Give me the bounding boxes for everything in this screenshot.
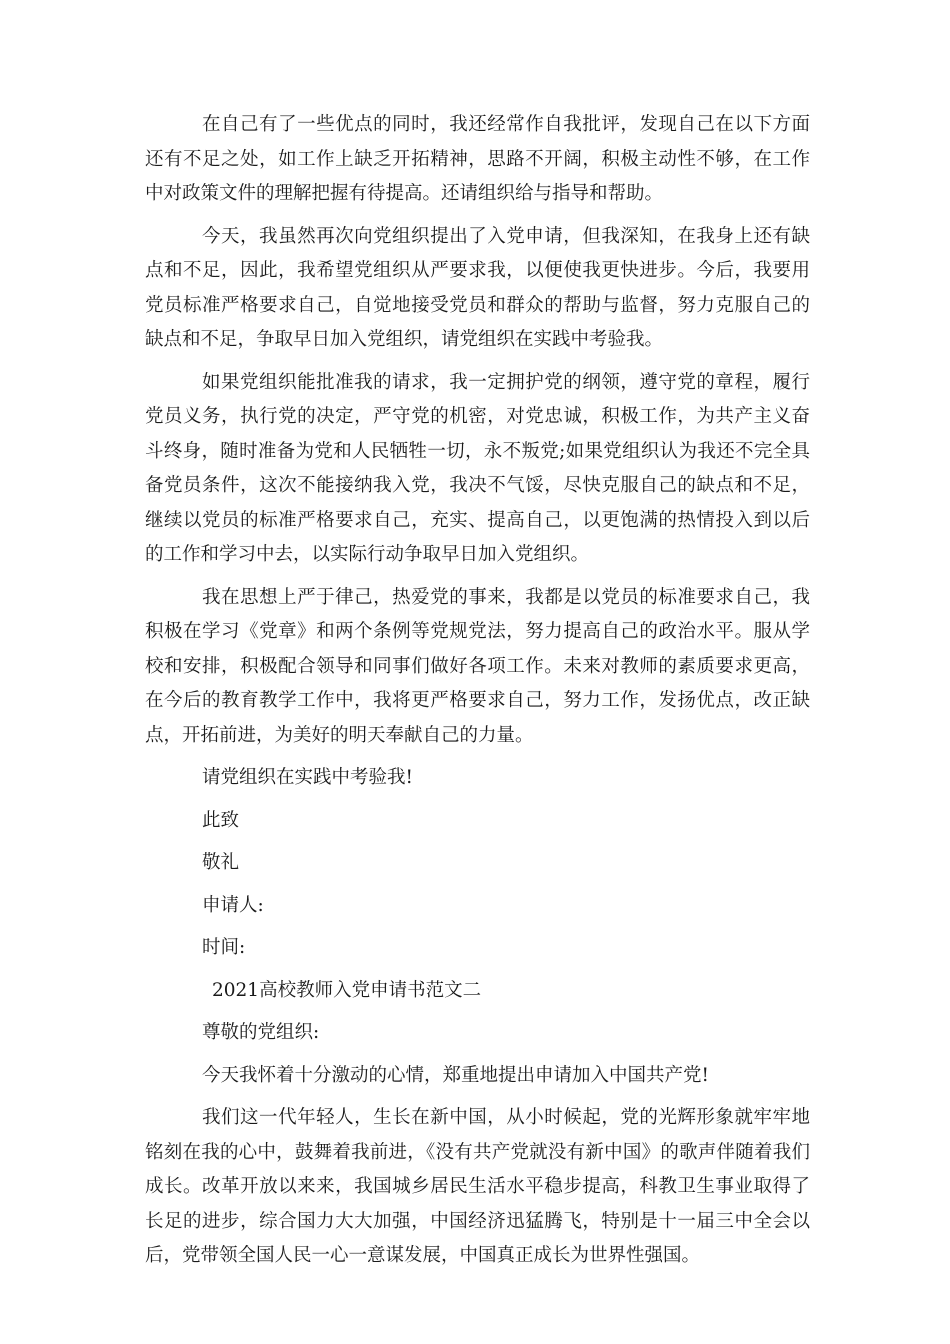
closing-salute-1: 此致 (202, 809, 240, 831)
closing-request: 请党组织在实践中考验我! (202, 767, 413, 788)
paragraph-self-criticism: 在自己有了一些优点的同时，我还经常作自我批评，发现自己在以下方面还有不足之处，如工作上缺乏开拓精神，思路不开阔，积极主动性不够，在工作中对政策文件的理解把握有待提高。还请组织给与指导和帮助。 (145, 114, 810, 204)
closing-salute-2: 敬礼 (202, 852, 240, 873)
intro-line: 今天我怀着十分激动的心情，郑重地提出申请加入中国共产党! (202, 1064, 709, 1086)
date-line: 时间: (202, 937, 246, 958)
applicant-line: 申请人: (202, 894, 264, 916)
greeting-line: 尊敬的党组织: (202, 1022, 320, 1043)
paragraph-discipline: 我在思想上严于律己，热爱党的事来，我都是以党员的标准要求自己，我积极在学习《党章》和两个条例等党规党法，努力提高自己的政治水平。服从学校和安排，积极配合领导和同事们做好各项工作。未来对教师的素质要求更高，在今后的教育教学工作中，我将更严格要求自己，努力工作，发扬优点，改正缺点，开拓前进，为美好的明天奉献自己的力量。 (145, 586, 810, 746)
section-subtitle: 2021高校教师入党申请书范文二 (212, 979, 482, 1001)
document-page (145, 108, 810, 1282)
paragraph-pledge: 如果党组织能批准我的请求，我一定拥护党的纲领，遵守党的章程，履行党员义务，执行党的决定，严守党的机密，对党忠诚，积极工作，为共产主义奋斗终身，随时准备为党和人民牺牲一切，永不叛党;如果党组织认为我还不完全具备党员条件，这次不能接纳我入党，我决不气馁，尽快克服自己的缺点和不足，继续以党员的标准严格要求自己，充实、提高自己，以更饱满的热情投入到以后的工作和学习中去，以实际行动争取早日加入党组织。 (145, 371, 810, 565)
paragraph-generation: 我们这一代年轻人，生长在新中国，从小时候起，党的光辉形象就牢牢地铭刻在我的心中，鼓舞着我前进，《没有共产党就没有新中国》的歌声伴随着我们成长。改革开放以来来，我国城乡居民生活水平稳步提高，科教卫生事业取得了长足的进步，综合国力大大加强，中国经济迅猛腾飞，特别是十一届三中全会以后，党带领全国人民一心一意谋发展，中国真正成长为世界性强国。 (145, 1107, 810, 1266)
paragraph-application: 今天，我虽然再次向党组织提出了入党申请，但我深知，在我身上还有缺点和不足，因此，我希望党组织从严要求我，以便使我更快进步。今后，我要用党员标准严格要求自己，自觉地接受党员和群众的帮助与监督，努力克服自己的缺点和不足，争取早日加入党组织，请党组织在实践中考验我。 (145, 225, 810, 350)
